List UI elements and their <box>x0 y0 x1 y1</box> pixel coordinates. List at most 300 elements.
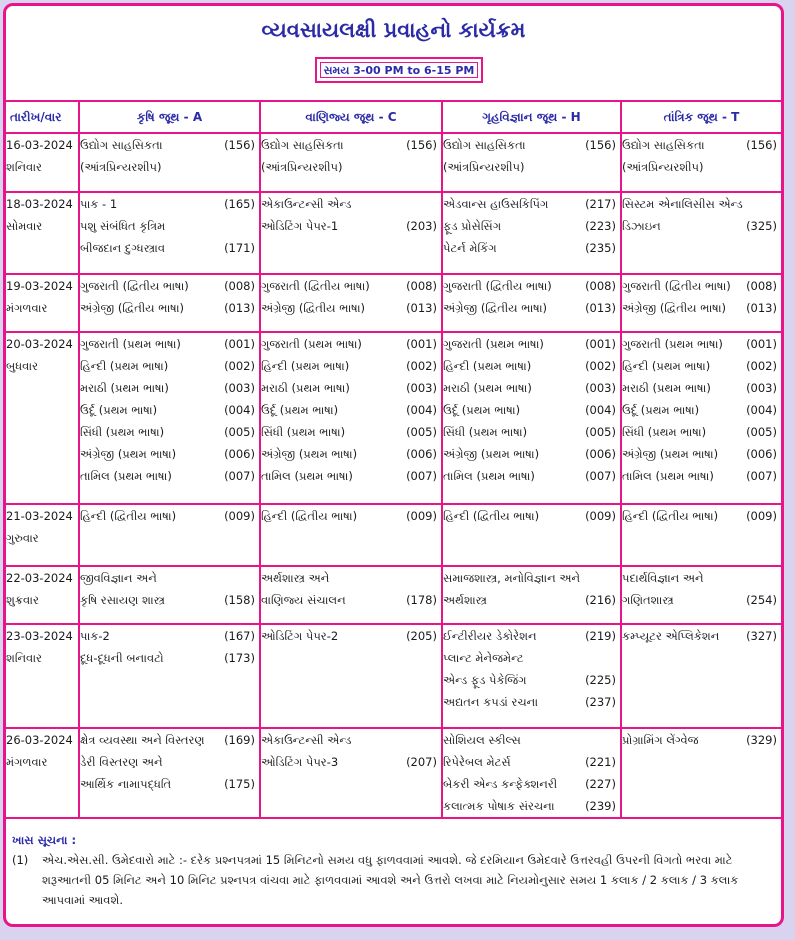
subject-code: (002) <box>224 359 255 373</box>
time-box <box>315 57 483 83</box>
subject-name: એન્ડ ફૂડ પેકેજિંગ <box>443 673 527 687</box>
subject-name: (આંત્રપ્રિન્યરશીપ) <box>622 160 704 174</box>
subject-line <box>443 589 620 611</box>
subject-code: (325) <box>746 219 777 233</box>
subject-cell-group-h <box>442 566 621 624</box>
subject-line <box>80 421 259 443</box>
subject-line <box>80 567 259 589</box>
note-text: એચ.એસ.સી. ઉમેદવારો માટે :- દરેક પ્રશ્નપત્રમાં 15 મિનિટનો સમય વધુ ફાળવવામાં આવશે. જે દરમિયાન ઉમેદવારે ઉત્તરવહી ઉપરની વિગતો ભરવા માટે શરૂઆતની 05 મિનિટ અને 10 મિનિટ પ્રશ્નપત્ર વાંચવા માટે ફાળવવામાં આવશે અને ઉત્તરો લખવા માટે નિયમોનુસાર સમય 1 કલાક / 2 કલાક / 3 કલાક આપવામાં આવશે. <box>42 853 739 907</box>
subject-code: (178) <box>406 593 437 607</box>
subject-code: (006) <box>746 447 777 461</box>
subject-name: દૂધ-દૂધની બનાવટો <box>80 651 164 665</box>
subject-code: (223) <box>585 219 616 233</box>
subject-line <box>622 589 781 611</box>
subject-cell-group-a <box>79 504 260 566</box>
subject-code: (002) <box>406 359 437 373</box>
subject-code: (009) <box>224 509 255 523</box>
subject-line <box>261 443 441 465</box>
subject-code: (006) <box>585 447 616 461</box>
date-cell <box>6 504 79 566</box>
subject-name: સોશિયલ સ્કીલ્સ <box>443 733 521 747</box>
subject-code: (004) <box>224 403 255 417</box>
subject-name: સમાજશાસ્ત્ર, મનોવિજ્ઞાન અને <box>443 571 581 585</box>
subject-line <box>622 505 781 527</box>
subject-code: (005) <box>746 425 777 439</box>
notes-section <box>12 830 780 910</box>
subject-code: (005) <box>224 425 255 439</box>
subject-line <box>622 355 781 377</box>
subject-code: (216) <box>585 593 616 607</box>
header-group-t: તાંત્રિક જૂથ - T <box>621 101 781 133</box>
subject-code: (225) <box>585 673 616 687</box>
subject-line <box>622 134 781 156</box>
notes-heading: ખાસ સૂચના : <box>12 833 77 847</box>
table-row <box>6 728 781 818</box>
subject-code: (221) <box>585 755 616 769</box>
subject-line <box>261 421 441 443</box>
subject-line <box>80 237 259 259</box>
subject-code: (239) <box>585 799 616 813</box>
subject-line <box>443 567 620 589</box>
subject-line <box>261 465 441 487</box>
subject-name: ઈન્ટીરીયર ડેકોરેશન <box>443 629 537 643</box>
exam-date: 18-03-2024 <box>6 197 73 211</box>
subject-name: સિંધી (પ્રથમ ભાષા) <box>261 425 346 439</box>
subject-line <box>443 625 620 647</box>
subject-code: (001) <box>746 337 777 351</box>
subject-line <box>261 355 441 377</box>
exam-date: 22-03-2024 <box>6 571 73 585</box>
subject-code: (169) <box>224 733 255 747</box>
note-item <box>12 850 780 910</box>
subject-cell-group-c <box>260 192 442 274</box>
subject-line <box>443 773 620 795</box>
subject-code: (171) <box>224 241 255 255</box>
subject-cell-group-a <box>79 728 260 818</box>
subject-name: કૃષિ રસાયણ શાસ્ત્ર <box>80 593 165 607</box>
subject-line <box>80 625 259 647</box>
subject-name: હિન્દી (પ્રથમ ભાષા) <box>622 359 711 373</box>
exam-day: ગુરુવાર <box>6 531 39 545</box>
subject-line <box>443 505 620 527</box>
subject-name: ગુજરાતી (દ્વિતીય ભાષા) <box>261 279 370 293</box>
subject-line <box>261 333 441 355</box>
subject-code: (167) <box>224 629 255 643</box>
exam-date: 23-03-2024 <box>6 629 73 643</box>
subject-code: (217) <box>585 197 616 211</box>
subject-line <box>80 399 259 421</box>
subject-line <box>80 193 259 215</box>
subject-line <box>443 729 620 751</box>
subject-line <box>443 465 620 487</box>
subject-line <box>80 589 259 611</box>
subject-cell-group-c <box>260 332 442 504</box>
subject-name: અંગ્રેજી (દ્વિતીય ભાષા) <box>622 301 726 315</box>
subject-name: બેકરી એન્ડ કન્ફેક્શનરી <box>443 777 558 791</box>
exam-day: શનિવાર <box>6 651 42 665</box>
subject-code: (009) <box>746 509 777 523</box>
subject-code: (004) <box>406 403 437 417</box>
subject-name: હિન્દી (દ્વિતીય ભાષા) <box>622 509 719 523</box>
subject-name: તામિલ (પ્રથમ ભાષા) <box>261 469 353 483</box>
subject-name: ઉદ્યોગ સાહસિકતા <box>80 138 163 152</box>
table-row <box>6 332 781 504</box>
subject-cell-group-a <box>79 566 260 624</box>
subject-name: અંગ્રેજી (દ્વિતીય ભાષા) <box>80 301 184 315</box>
subject-name: (આંત્રપ્રિન્યરશીપ) <box>80 160 162 174</box>
subject-name: ગુજરાતી (દ્વિતીય ભાષા) <box>443 279 552 293</box>
subject-code: (003) <box>746 381 777 395</box>
subject-line <box>443 193 620 215</box>
schedule-table <box>6 100 781 819</box>
schedule-body <box>6 133 781 818</box>
subject-line <box>443 355 620 377</box>
subject-code: (003) <box>406 381 437 395</box>
subject-line <box>622 567 781 589</box>
subject-name: બીજદાન દુગ્ધસ્ત્રાવ <box>80 241 166 255</box>
subject-line <box>261 625 441 647</box>
subject-name: ડેરી વિસ્તરણ અને <box>80 755 163 769</box>
subject-line <box>443 443 620 465</box>
subject-name: (આંત્રપ્રિન્યરશીપ) <box>443 160 525 174</box>
subject-line <box>261 156 441 178</box>
subject-code: (005) <box>406 425 437 439</box>
subject-line <box>443 421 620 443</box>
subject-name: કલાત્મક પોષાક સંરચના <box>443 799 555 813</box>
subject-code: (003) <box>585 381 616 395</box>
subject-code: (007) <box>406 469 437 483</box>
subject-name: તામિલ (પ્રથમ ભાષા) <box>622 469 714 483</box>
subject-code: (327) <box>746 629 777 643</box>
subject-name: ઓડિટિંગ પેપર-2 <box>261 629 339 643</box>
subject-name: વાણિજ્ય સંચાલન <box>261 593 346 607</box>
subject-line <box>443 156 620 178</box>
subject-line <box>261 377 441 399</box>
table-row <box>6 192 781 274</box>
subject-name: અંગ્રેજી (પ્રથમ ભાષા) <box>80 447 177 461</box>
subject-name: પાક-2 <box>80 629 110 643</box>
subject-cell-group-t <box>621 624 781 728</box>
subject-code: (001) <box>406 337 437 351</box>
subject-line <box>261 134 441 156</box>
date-cell <box>6 728 79 818</box>
subject-code: (156) <box>585 138 616 152</box>
subject-line <box>80 773 259 795</box>
subject-cell-group-h <box>442 728 621 818</box>
subject-code: (254) <box>746 593 777 607</box>
table-row <box>6 133 781 192</box>
subject-cell-group-t <box>621 504 781 566</box>
subject-cell-group-t <box>621 192 781 274</box>
subject-name: મરાઠી (પ્રથમ ભાષા) <box>443 381 532 395</box>
exam-day: શુક્રવાર <box>6 593 39 607</box>
header-date: તારીખ/વાર <box>6 101 79 133</box>
subject-line <box>80 333 259 355</box>
date-cell <box>6 332 79 504</box>
subject-cell-group-c <box>260 504 442 566</box>
subject-cell-group-t <box>621 274 781 332</box>
exam-date: 21-03-2024 <box>6 509 73 523</box>
subject-line <box>80 465 259 487</box>
subject-cell-group-a <box>79 274 260 332</box>
subject-name: ગુજરાતી (પ્રથમ ભાષા) <box>443 337 544 351</box>
subject-line <box>443 669 620 691</box>
subject-name: તામિલ (પ્રથમ ભાષા) <box>443 469 535 483</box>
exam-date: 19-03-2024 <box>6 279 73 293</box>
subject-cell-group-h <box>442 133 621 192</box>
note-number: (1) <box>12 853 29 867</box>
subject-name: હિન્દી (દ્વિતીય ભાષા) <box>80 509 177 523</box>
subject-name: ઉર્દૂ (પ્રથમ ભાષા) <box>80 403 158 417</box>
subject-code: (235) <box>585 241 616 255</box>
subject-line <box>80 215 259 237</box>
subject-line <box>443 377 620 399</box>
subject-line <box>261 275 441 297</box>
header-group-a: કૃષિ જૂથ - A <box>79 101 260 133</box>
subject-name: ઉર્દૂ (પ્રથમ ભાષા) <box>622 403 700 417</box>
subject-line <box>261 193 441 215</box>
subject-line <box>443 215 620 237</box>
subject-name: એકાઉન્ટન્સી એન્ડ <box>261 197 352 211</box>
subject-code: (207) <box>406 755 437 769</box>
date-cell <box>6 274 79 332</box>
subject-name: અંગ્રેજી (દ્વિતીય ભાષા) <box>261 301 365 315</box>
subject-code: (013) <box>406 301 437 315</box>
subject-name: ગુજરાતી (પ્રથમ ભાષા) <box>80 337 181 351</box>
subject-line <box>80 729 259 751</box>
date-cell <box>6 192 79 274</box>
subject-name: ગુજરાતી (દ્વિતીય ભાષા) <box>80 279 189 293</box>
subject-code: (005) <box>585 425 616 439</box>
subject-name: પશુ સંબંધિત કૃત્રિમ <box>80 219 166 233</box>
exam-date: 16-03-2024 <box>6 138 73 152</box>
subject-code: (237) <box>585 695 616 709</box>
subject-name: હિન્દી (પ્રથમ ભાષા) <box>443 359 532 373</box>
subject-code: (009) <box>585 509 616 523</box>
subject-line <box>261 505 441 527</box>
subject-code: (156) <box>406 138 437 152</box>
header-group-c: વાણિજ્ય જૂથ - C <box>260 101 442 133</box>
subject-code: (156) <box>746 138 777 152</box>
subject-line <box>622 275 781 297</box>
subject-name: અદ્યતન કપડાં રચના <box>443 695 539 709</box>
subject-code: (008) <box>224 279 255 293</box>
subject-name: (આંત્રપ્રિન્યરશીપ) <box>261 160 343 174</box>
subject-line <box>261 297 441 319</box>
subject-name: સિંધી (પ્રથમ ભાષા) <box>443 425 528 439</box>
header-row <box>6 101 781 133</box>
subject-code: (007) <box>224 469 255 483</box>
time-label: સમય 3-00 PM to 6-15 PM <box>320 62 478 78</box>
subject-line <box>80 751 259 773</box>
subject-cell-group-t <box>621 133 781 192</box>
subject-code: (009) <box>406 509 437 523</box>
subject-code: (002) <box>746 359 777 373</box>
subject-line <box>443 333 620 355</box>
subject-name: ગુજરાતી (પ્રથમ ભાષા) <box>622 337 723 351</box>
subject-line <box>622 156 781 178</box>
subject-cell-group-t <box>621 566 781 624</box>
subject-name: એકાઉન્ટન્સી એન્ડ <box>261 733 352 747</box>
subject-code: (203) <box>406 219 437 233</box>
subject-code: (158) <box>224 593 255 607</box>
subject-line <box>622 333 781 355</box>
subject-cell-group-a <box>79 332 260 504</box>
subject-name: સિંધી (પ્રથમ ભાષા) <box>80 425 165 439</box>
subject-cell-group-c <box>260 624 442 728</box>
subject-code: (004) <box>746 403 777 417</box>
header-group-h: ગૃહવિજ્ઞાન જૂથ - H <box>442 101 621 133</box>
subject-name: કમ્પ્યૂટર એપ્લિકેશન <box>622 629 720 643</box>
subject-code: (008) <box>746 279 777 293</box>
subject-cell-group-t <box>621 728 781 818</box>
subject-name: ઉદ્યોગ સાહસિકતા <box>261 138 344 152</box>
subject-line <box>443 795 620 817</box>
exam-date: 20-03-2024 <box>6 337 73 351</box>
subject-line <box>443 647 620 669</box>
subject-name: આર્થિક નામાપદ્ધતિ <box>80 777 172 791</box>
subject-code: (329) <box>746 733 777 747</box>
subject-name: ઓડિટિંગ પેપર-3 <box>261 755 339 769</box>
subject-name: ઓડિટિંગ પેપર-1 <box>261 219 339 233</box>
subject-name: અંગ્રેજી (દ્વિતીય ભાષા) <box>443 301 547 315</box>
subject-code: (227) <box>585 777 616 791</box>
subject-code: (001) <box>585 337 616 351</box>
subject-name: ફૂડ પ્રોસેસિંગ <box>443 219 502 233</box>
subject-line <box>80 297 259 319</box>
subject-cell-group-a <box>79 133 260 192</box>
subject-name: મરાઠી (પ્રથમ ભાષા) <box>622 381 711 395</box>
subject-cell-group-c <box>260 566 442 624</box>
subject-name: એડવાન્સ હાઉસકિપિંગ <box>443 197 549 211</box>
subject-line <box>261 215 441 237</box>
subject-line <box>622 297 781 319</box>
subject-line <box>80 647 259 669</box>
subject-line <box>622 215 781 237</box>
subject-line <box>443 691 620 713</box>
subject-code: (001) <box>224 337 255 351</box>
subject-line <box>622 193 781 215</box>
subject-name: પ્રોગ્રામિંગ લેંગ્વેજ <box>622 733 699 747</box>
subject-code: (013) <box>224 301 255 315</box>
subject-name: પાક - 1 <box>80 197 118 211</box>
subject-line <box>80 156 259 178</box>
subject-name: પેટર્ન મેકિંગ <box>443 241 497 255</box>
subject-code: (156) <box>224 138 255 152</box>
subject-name: અર્થશાસ્ત્ર <box>443 593 487 607</box>
date-cell <box>6 133 79 192</box>
subject-cell-group-h <box>442 274 621 332</box>
subject-cell-group-c <box>260 728 442 818</box>
subject-name: ડિઝાઇન <box>622 219 661 233</box>
subject-name: સિંધી (પ્રથમ ભાષા) <box>622 425 707 439</box>
subject-name: હિન્દી (પ્રથમ ભાષા) <box>80 359 169 373</box>
subject-code: (002) <box>585 359 616 373</box>
subject-cell-group-t <box>621 332 781 504</box>
subject-name: ગુજરાતી (દ્વિતીય ભાષા) <box>622 279 731 293</box>
subject-name: અંગ્રેજી (પ્રથમ ભાષા) <box>622 447 719 461</box>
subject-name: ક્ષેત્ર વ્યવસ્થા અને વિસ્તરણ <box>80 733 205 747</box>
subject-line <box>443 399 620 421</box>
subject-code: (007) <box>585 469 616 483</box>
subject-name: હિન્દી (દ્વિતીય ભાષા) <box>443 509 540 523</box>
subject-line <box>622 729 781 751</box>
subject-name: ગુજરાતી (પ્રથમ ભાષા) <box>261 337 362 351</box>
schedule-frame <box>3 3 784 927</box>
subject-name: હિન્દી (પ્રથમ ભાષા) <box>261 359 350 373</box>
subject-name: ઉર્દૂ (પ્રથમ ભાષા) <box>261 403 339 417</box>
subject-code: (165) <box>224 197 255 211</box>
subject-line <box>443 297 620 319</box>
subject-line <box>261 589 441 611</box>
exam-day: મંગળવાર <box>6 755 48 769</box>
subject-line <box>80 355 259 377</box>
subject-name: અંગ્રેજી (પ્રથમ ભાષા) <box>261 447 358 461</box>
subject-line <box>80 505 259 527</box>
subject-code: (205) <box>406 629 437 643</box>
subject-name: સિસ્ટમ એનાલિસીસ એન્ડ <box>622 197 743 211</box>
subject-line <box>443 275 620 297</box>
subject-line <box>80 134 259 156</box>
subject-cell-group-h <box>442 504 621 566</box>
subject-name: તામિલ (પ્રથમ ભાષા) <box>80 469 172 483</box>
subject-name: મરાઠી (પ્રથમ ભાષા) <box>80 381 169 395</box>
subject-code: (008) <box>406 279 437 293</box>
subject-name: પ્લાન્ટ મેનેજમેન્ટ <box>443 651 524 665</box>
subject-cell-group-c <box>260 274 442 332</box>
subject-line <box>261 567 441 589</box>
subject-code: (219) <box>585 629 616 643</box>
subject-cell-group-a <box>79 192 260 274</box>
subject-code: (013) <box>746 301 777 315</box>
subject-cell-group-h <box>442 624 621 728</box>
subject-name: ગણિતશાસ્ત્ર <box>622 593 674 607</box>
subject-code: (006) <box>406 447 437 461</box>
subject-line <box>443 237 620 259</box>
subject-name: હિન્દી (દ્વિતીય ભાષા) <box>261 509 358 523</box>
subject-name: ઉદ્યોગ સાહસિકતા <box>622 138 705 152</box>
subject-line <box>80 275 259 297</box>
table-row <box>6 566 781 624</box>
exam-day: સોમવાર <box>6 219 43 233</box>
subject-code: (006) <box>224 447 255 461</box>
subject-line <box>622 421 781 443</box>
exam-date: 26-03-2024 <box>6 733 73 747</box>
subject-line <box>80 443 259 465</box>
subject-code: (003) <box>224 381 255 395</box>
subject-line <box>622 377 781 399</box>
subject-name: રિપેરેબલ મેટર્સ <box>443 755 511 769</box>
subject-line <box>261 729 441 751</box>
exam-day: મંગળવાર <box>6 301 48 315</box>
table-row <box>6 624 781 728</box>
subject-line <box>261 751 441 773</box>
subject-line <box>622 443 781 465</box>
table-row <box>6 504 781 566</box>
subject-code: (007) <box>746 469 777 483</box>
subject-name: પદાર્થવિજ્ઞાન અને <box>622 571 704 585</box>
subject-code: (008) <box>585 279 616 293</box>
subject-line <box>443 134 620 156</box>
subject-name: ઉદ્યોગ સાહસિકતા <box>443 138 526 152</box>
subject-name: અંગ્રેજી (પ્રથમ ભાષા) <box>443 447 540 461</box>
exam-day: બુધવાર <box>6 359 39 373</box>
subject-cell-group-h <box>442 332 621 504</box>
subject-code: (175) <box>224 777 255 791</box>
subject-code: (013) <box>585 301 616 315</box>
subject-name: જીવવિજ્ઞાન અને <box>80 571 157 585</box>
table-row <box>6 274 781 332</box>
